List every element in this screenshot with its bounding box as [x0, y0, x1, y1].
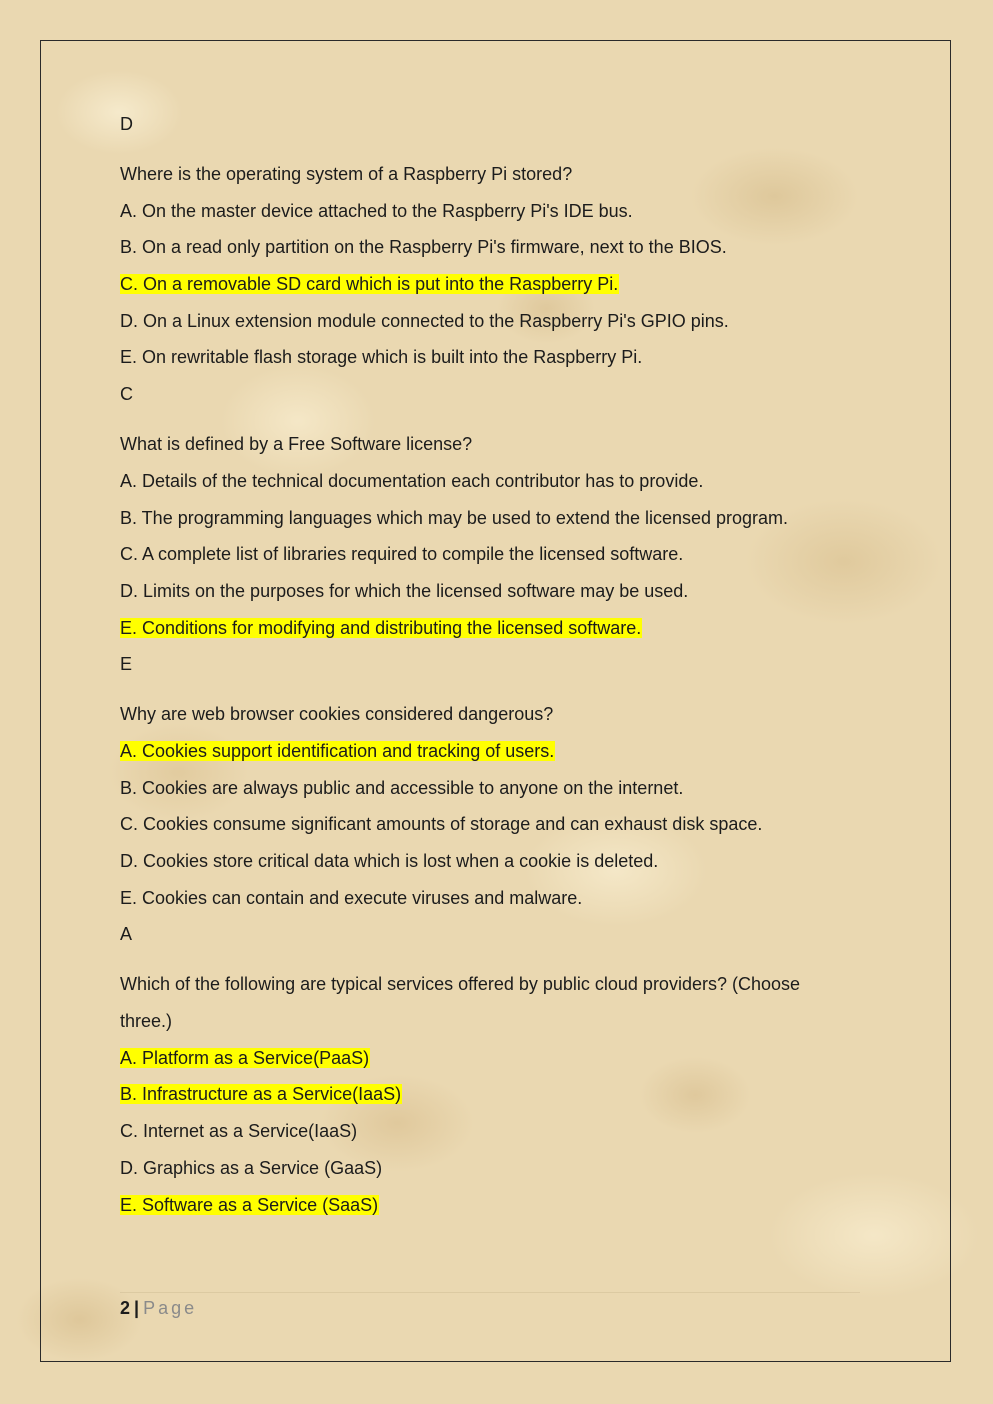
page-number: 2 [120, 1298, 131, 1318]
highlighted-correct-option-text: E. Software as a Service (SaaS) [120, 1194, 379, 1215]
highlighted-correct-option-text: A. Cookies support identification and tracking of users. [120, 740, 555, 761]
line-text: E. On rewritable flash storage which is built into the Raspberry Pi. [120, 347, 643, 368]
page-label: Page [143, 1298, 198, 1318]
answer-option [120, 272, 860, 296]
answer-option [120, 739, 860, 763]
answer-key [120, 652, 860, 676]
line-text: E [120, 654, 133, 675]
question-text [120, 162, 860, 186]
line-text: D. Graphics as a Service (GaaS) [120, 1157, 383, 1178]
answer-option [120, 886, 860, 910]
line-text: Why are web browser cookies considered dangerous? [120, 704, 554, 725]
line-text: D. Limits on the purposes for which the licensed software may be used. [120, 580, 689, 601]
answer-option [120, 849, 860, 873]
highlighted-correct-option-text: B. Infrastructure as a Service(IaaS) [120, 1084, 402, 1105]
answer-option [120, 1156, 860, 1180]
answer-option [120, 1193, 860, 1217]
footer-separator: | [134, 1298, 140, 1318]
question-text [120, 432, 860, 456]
line-text: E. Cookies can contain and execute viruses and malware. [120, 887, 583, 908]
question-text [120, 702, 860, 726]
answer-option [120, 235, 860, 259]
question-text [120, 972, 860, 996]
answer-option [120, 506, 860, 530]
line-text: Where is the operating system of a Raspberry Pi stored? [120, 164, 573, 184]
question-text [120, 1009, 860, 1033]
answer-option [120, 776, 860, 800]
document-body [120, 112, 860, 1229]
line-text: B. Cookies are always public and accessible to anyone on the internet. [120, 777, 684, 798]
line-text: C. Internet as a Service(IaaS) [120, 1121, 358, 1142]
line-text: C [120, 384, 133, 405]
answer-option [120, 579, 860, 603]
line-text: Which of the following are typical services offered by public cloud providers? (Choose [120, 974, 801, 995]
line-text: three.) [120, 1011, 173, 1032]
answer-option [120, 1082, 860, 1106]
page-footer [120, 1296, 197, 1320]
answer-key [120, 112, 860, 136]
answer-option [120, 345, 860, 369]
line-text: D [120, 114, 133, 134]
line-text: B. On a read only partition on the Raspberry Pi's firmware, next to the BIOS. [120, 237, 727, 258]
line-text: C. A complete list of libraries required to compile the licensed software. [120, 544, 684, 565]
line-text: What is defined by a Free Software license? [120, 434, 473, 455]
answer-option [120, 1119, 860, 1143]
highlighted-correct-option-text: A. Platform as a Service(PaaS) [120, 1047, 370, 1068]
answer-option [120, 812, 860, 836]
highlighted-correct-option-text: C. On a removable SD card which is put into the Raspberry Pi. [120, 274, 619, 295]
line-text: A. Details of the technical documentation each contributor has to provide. [120, 470, 704, 491]
line-text: B. The programming languages which may be used to extend the licensed program. [120, 507, 789, 528]
answer-option [120, 469, 860, 493]
answer-option [120, 199, 860, 223]
line-text: C. Cookies consume significant amounts of storage and can exhaust disk space. [120, 814, 763, 835]
answer-key [120, 922, 860, 946]
highlighted-correct-option-text: E. Conditions for modifying and distributing the licensed software. [120, 617, 642, 638]
line-text: A. On the master device attached to the Raspberry Pi's IDE bus. [120, 200, 633, 221]
answer-option [120, 309, 860, 333]
answer-option [120, 1046, 860, 1070]
answer-option [120, 542, 860, 566]
line-text: A [120, 924, 133, 945]
answer-key [120, 382, 860, 406]
footer-divider [120, 1292, 860, 1293]
line-text: D. On a Linux extension module connected to the Raspberry Pi's GPIO pins. [120, 310, 729, 331]
line-text: D. Cookies store critical data which is lost when a cookie is deleted. [120, 851, 659, 871]
answer-option [120, 616, 860, 640]
